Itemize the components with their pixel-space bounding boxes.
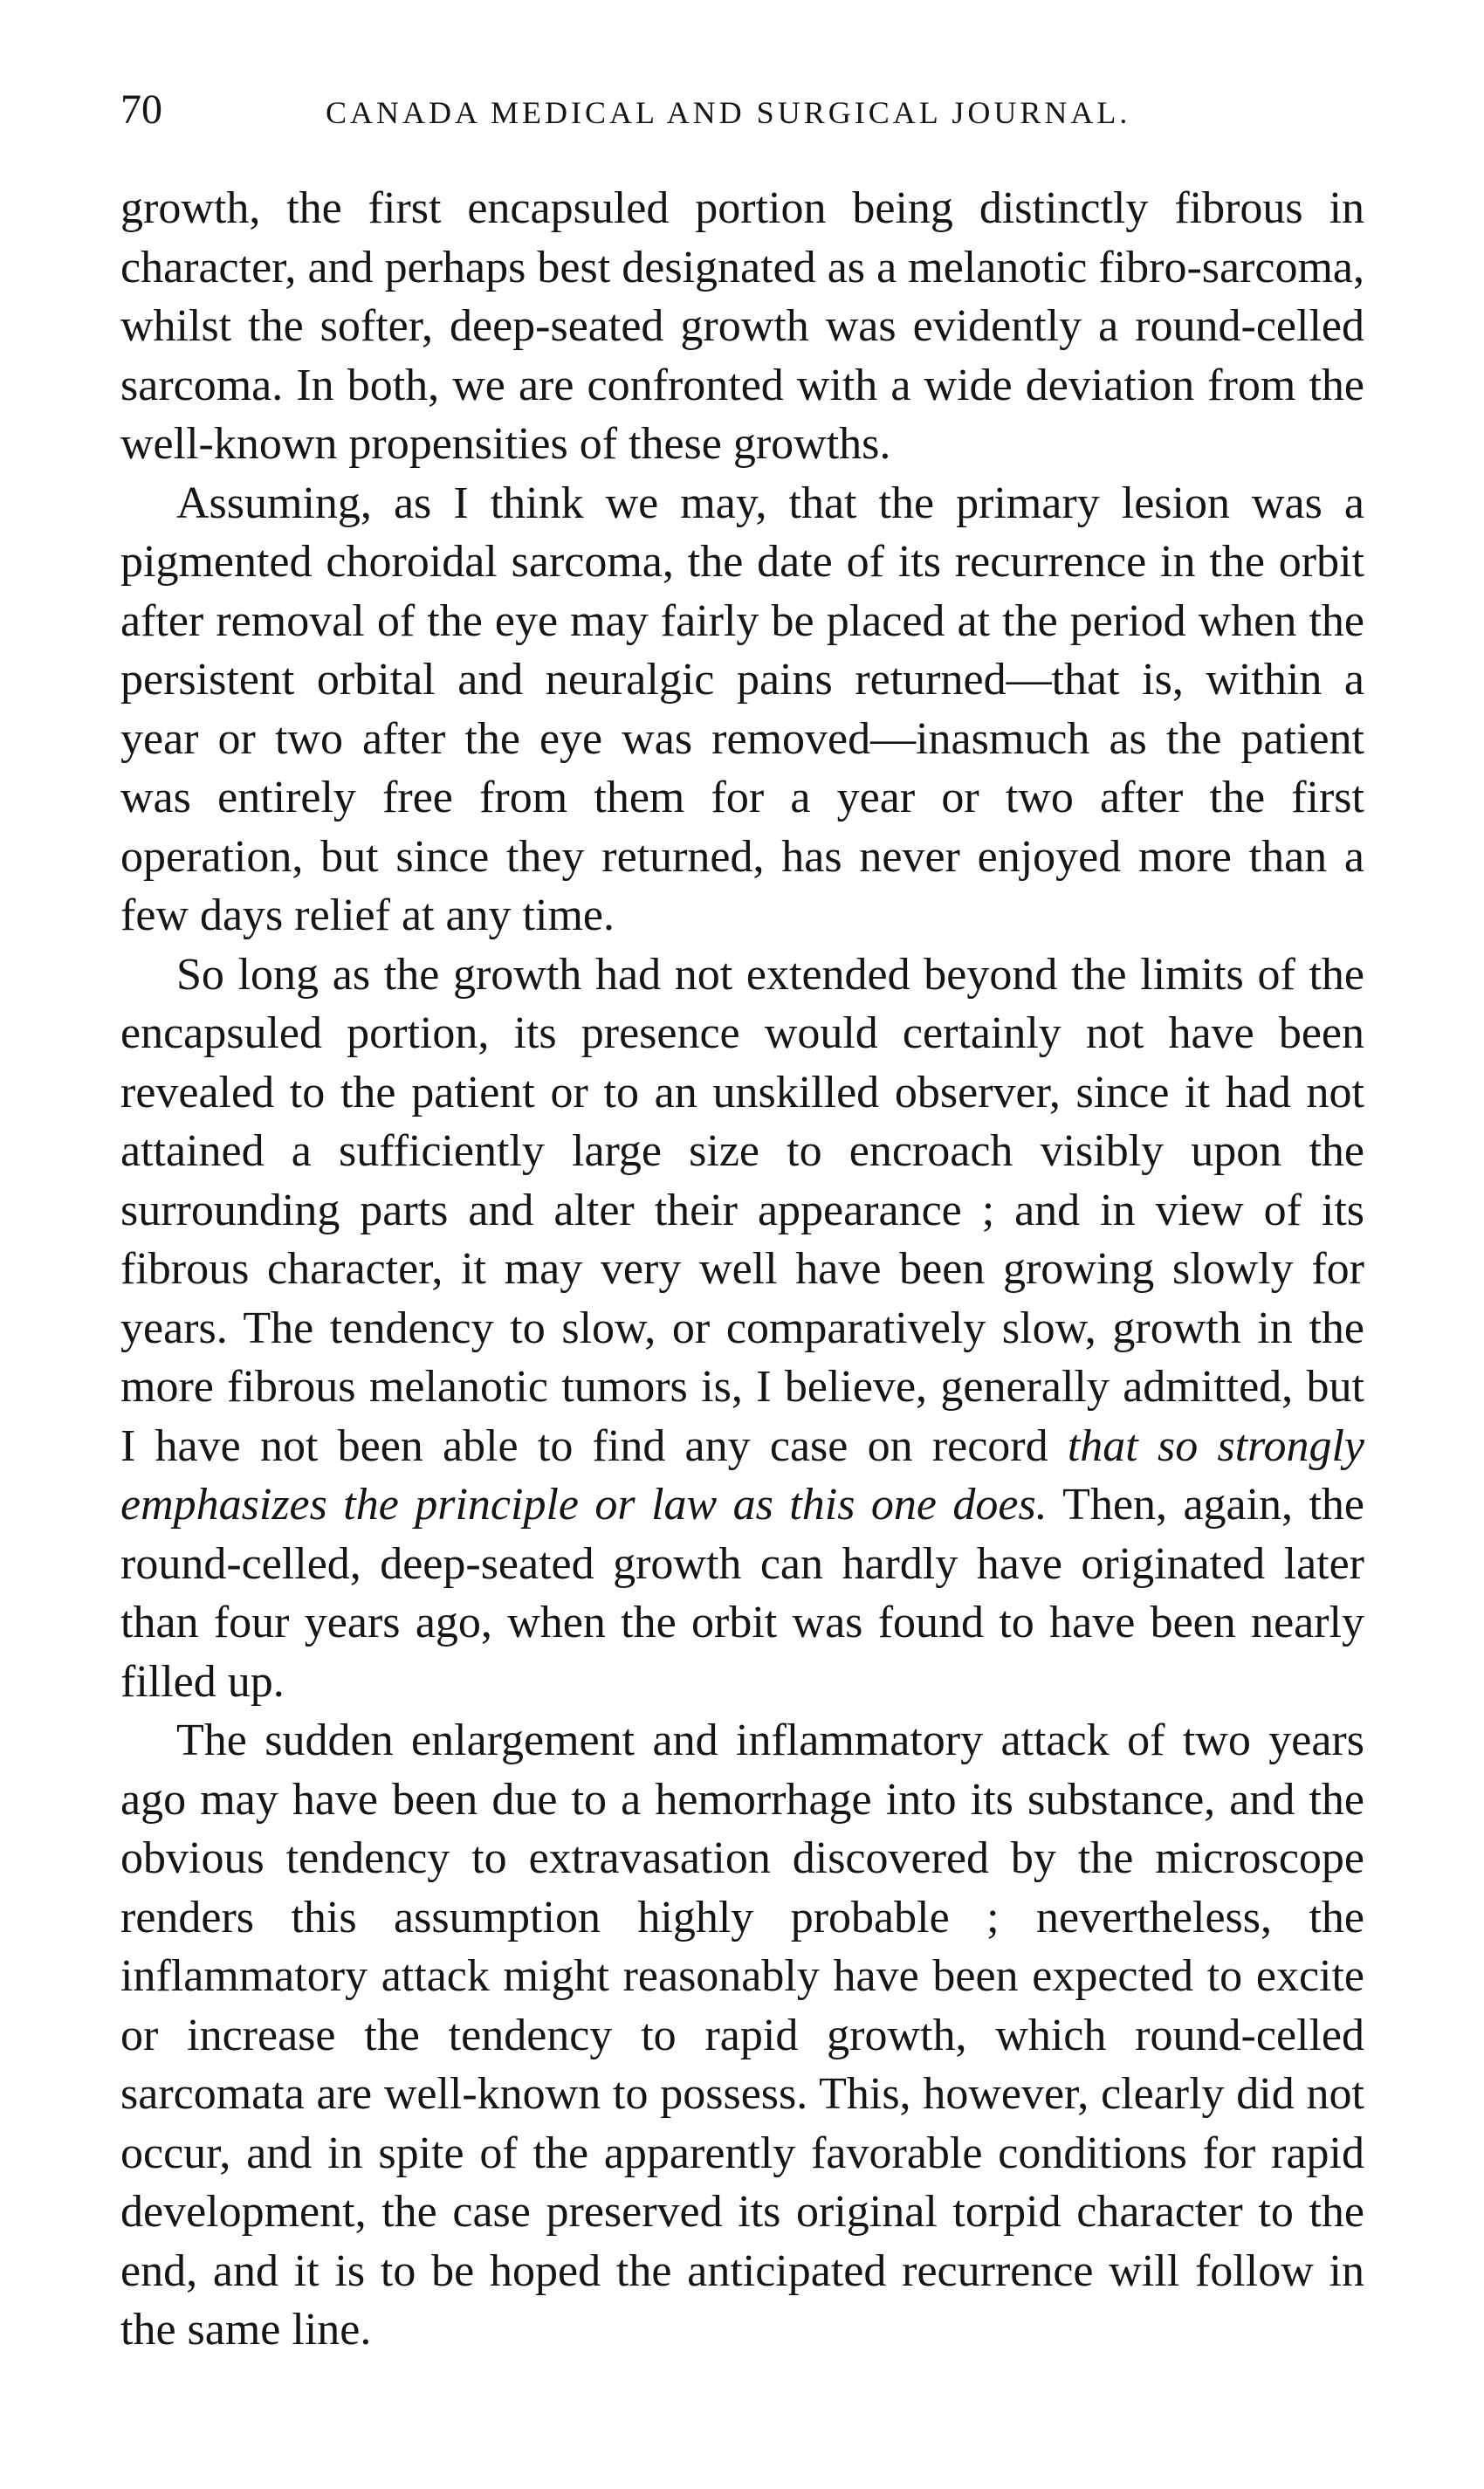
page-number: 70 [120,86,162,133]
body-text [120,179,1364,2360]
paragraph-inflammatory-attack: The sudden enlargement and inflammatory attack of two years ago may have been due to a hemorrhage into its substance, and the obvious tendency to extravasation discovered by the microscope renders this assumption highly probable ; nevertheless, the inflammatory attack might reasonably have been expected to excite or increase the tendency to rapid growth, which round-celled sarcomata are well-known to possess. This, however, clearly did not occur, and in spite of the apparently favorable conditions for rapid development, the case preserved its original torpid character to the end, and it is to be hoped the anticipated recurrence will follow in the same line. [120,1715,1364,2355]
italic-emphasis: that so strongly emphasizes the principle or law as this one does. [120,1420,1364,1530]
page-header [120,84,1369,145]
paragraph-primary-lesion: Assuming, as I think we may, that the primary lesion was a pigmented choroidal sarcoma, the date of its recurrence in the orbit after removal of the eye may fairly be placed at the period when the persistent orbital and neuralgic pains returned—that is, within a year or two after the eye was removed—inasmuch as the patient was entirely free from them for a year or two after the first operation, but since they returned, has never enjoyed more than a few days relief at any time. [120,478,1364,940]
paragraph-continuation: growth, the first encapsuled portion being distinctly fibrous in character, and perhaps best designated as a melanotic fibro-sarcoma, whilst the softer, deep-seated growth was evidently a round-celled sarcoma. In both, we are confronted with a wide deviation from the well-known propensities of these growths. [120,183,1364,469]
paragraph-text-before-emphasis: So long as the growth had not extended beyond the limits of the encapsuled portion, its presence would certainly not have been revealed to the patient or to an unskilled observer, since it had not attained a sufficiently large size to encroach visibly upon the surrounding parts and alter their appearance ; and in view of its fibrous character, it may very well have been growing slowly for years. The tendency to slow, or comparatively slow, growth in the more fibrous melanotic tumors is, I believe, generally admitted, but I have not been able to find any case on record [120,949,1364,1471]
paragraph-growth-history [120,945,1364,1712]
paragraph-text-after-emphasis: Then, again, the round-celled, deep-seated growth can hardly have originated later than four years ago, when the orbit was found to have been nearly filled up. [120,1480,1365,1707]
running-title: CANADA MEDICAL AND SURGICAL JOURNAL. [326,95,1131,130]
